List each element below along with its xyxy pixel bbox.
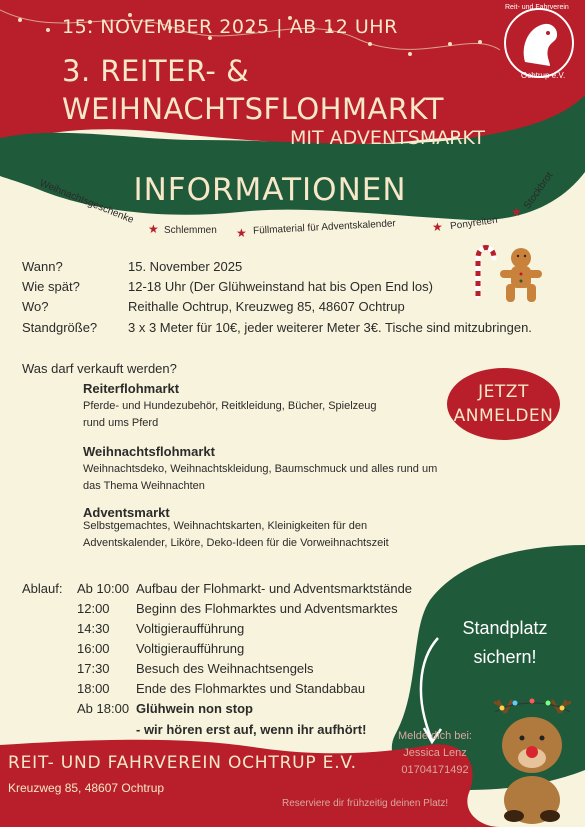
star-icon: ★ — [511, 205, 522, 219]
info-value-where: Reithalle Ochtrup, Kreuzweg 85, 48607 Ochtrup — [128, 299, 405, 314]
arc-item-pony: Ponyreiten — [449, 214, 499, 233]
star-icon: ★ — [236, 226, 247, 240]
footer-address: Kreuzweg 85, 48607 Ochtrup — [8, 781, 165, 795]
logo-text-bottom: Ochtrup e.V. — [521, 71, 566, 80]
schedule-event: Aufbau der Flohmarkt- und Adventsmarktstände — [136, 581, 413, 596]
contact-name-phone: Jessica Lenz 01704171492 — [401, 747, 469, 776]
footer-club-name: REIT- UND FAHRVEREIN OCHTRUP E.V. — [8, 753, 357, 773]
schedule-label: Ablauf: — [22, 581, 63, 596]
info-label-time: Wie spät? — [22, 279, 80, 294]
register-button-line1: JETZT — [478, 382, 529, 402]
schedule-event: Voltigieraufführung — [136, 641, 245, 656]
secure-spot-line2: sichern! — [473, 647, 537, 667]
contact-info — [370, 728, 500, 779]
schedule-time: 17:30 — [77, 661, 110, 676]
schedule-time: 14:30 — [77, 621, 110, 636]
secure-spot-callout — [440, 614, 570, 672]
schedule-event: Beginn des Flohmarktes und Adventsmarktes — [136, 601, 398, 616]
category-desc-rider-1: Pferde- und Hundezubehör, Reitkleidung, Bücher, Spielzeug — [83, 400, 377, 412]
category-desc-xmas-1: Weihnachtsdeko, Weihnachtskleidung, Baumschmuck und alles rund um — [83, 463, 438, 475]
reserve-note: Reserviere dir frühzeitig deinen Platz! — [282, 798, 449, 809]
schedule-closing: - wir hören erst auf, wenn ihr aufhört! — [136, 722, 367, 737]
category-title-xmas: Weihnachtsflohmarkt — [83, 444, 215, 459]
info-label-where: Wo? — [22, 299, 49, 314]
contact-label: Melde dich bei: — [398, 730, 472, 742]
category-desc-xmas-2: das Thema Weihnachten — [83, 480, 205, 492]
sell-question: Was darf verkauft werden? — [22, 361, 177, 376]
schedule-time: Ab 18:00 — [77, 701, 130, 716]
title-line-2: WEIHNACHTSFLOHMARKT — [62, 92, 444, 126]
star-icon: ★ — [432, 220, 443, 234]
schedule-time: 16:00 — [77, 641, 110, 656]
info-label-size: Standgröße? — [22, 320, 98, 335]
candy-cane-icon — [478, 248, 494, 297]
info-label-when: Wann? — [22, 259, 63, 274]
category-desc-advent-1: Selbstgemachtes, Weihnachtskarten, Kleinigkeiten für den — [83, 520, 368, 532]
schedule-event: Ende des Flohmarktes und Standabbau — [136, 681, 366, 696]
schedule-time: Ab 10:00 — [77, 581, 130, 596]
category-desc-advent-2: Adventskalender, Liköre, Deko-Ideen für die Vorweihnachtszeit — [83, 537, 389, 549]
schedule-event: Besuch des Weihnachtsengels — [136, 661, 314, 676]
logo-text-top: Reit- und Fahrverein — [505, 4, 569, 11]
info-banner-title: INFORMATIONEN — [133, 172, 407, 208]
schedule-time: 12:00 — [77, 601, 110, 616]
schedule-event-highlight: Glühwein non stop — [136, 701, 253, 716]
arc-item-food: Schlemmen — [164, 225, 217, 236]
category-title-advent: Adventsmarkt — [83, 505, 170, 520]
gingerbread-icon — [500, 248, 542, 302]
category-title-rider: Reiterflohmarkt — [83, 381, 180, 396]
arc-item-bread: Stockbrot — [522, 170, 556, 212]
info-value-time: 12-18 Uhr (Der Glühweinstand hat bis Open End los) — [128, 279, 433, 294]
register-button[interactable] — [447, 368, 560, 440]
arc-item-filler: Füllmaterial für Adventskalender — [252, 218, 397, 237]
star-icon: ★ — [148, 222, 159, 236]
register-button-line2: ANMELDEN — [453, 406, 554, 426]
category-desc-rider-2: rund ums Pferd — [83, 417, 159, 429]
title-line-1: 3. REITER- & — [62, 54, 250, 88]
arc-item-gifts: Weihnachtsgeschenke — [37, 178, 136, 226]
subtitle: MIT ADVENTSMARKT — [290, 127, 486, 149]
info-value-size: 3 x 3 Meter für 10€, jeder weiterer Meter 3€. Tische sind mitzubringen. — [128, 320, 532, 335]
event-date: 15. NOVEMBER 2025 | AB 12 UHR — [62, 16, 398, 38]
schedule-event: Voltigieraufführung — [136, 621, 245, 636]
schedule-time: 18:00 — [77, 681, 110, 696]
info-value-when: 15. November 2025 — [128, 259, 243, 274]
secure-spot-line1: Standplatz — [462, 618, 548, 638]
